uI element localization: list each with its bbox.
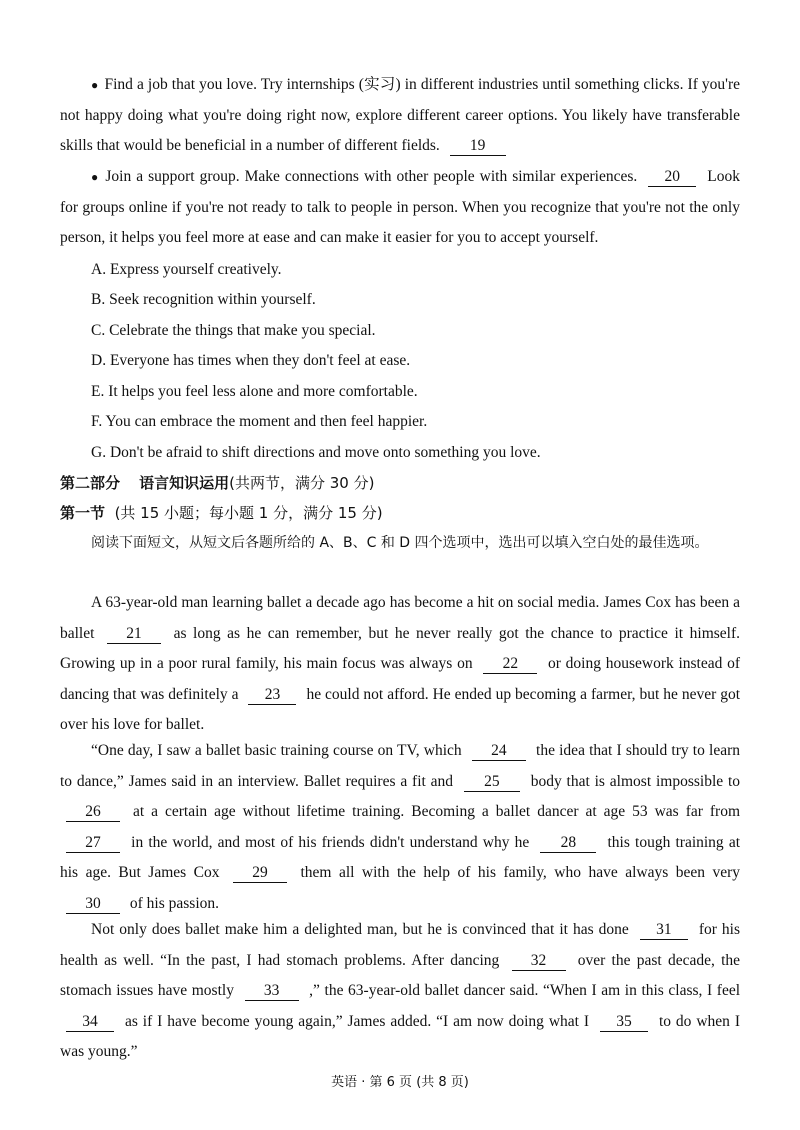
- passage-paragraph-2: [60, 736, 740, 919]
- bullet-2-text-pre: Join a support group. Make connections with other people with similar experiences.: [105, 168, 638, 185]
- blank-27[interactable]: 27: [66, 834, 120, 853]
- part-info: (共两节，满分 30 分): [229, 474, 375, 492]
- blank-32[interactable]: 32: [512, 952, 566, 971]
- part-name: 语言知识运用: [139, 474, 230, 492]
- passage-text: as long as he can remember, but he never really got the chance to practice it himself. Growing up in a poor rural family, his main focus was always on: [60, 624, 741, 672]
- blank-19[interactable]: 19: [450, 137, 506, 156]
- option-d: D. Everyone has times when they don't feel at ease.: [91, 352, 411, 369]
- subsection-title: 第一节: [60, 504, 106, 522]
- part-title: 第二部分: [60, 474, 121, 492]
- passage-text: to do when I was young.”: [60, 1012, 741, 1060]
- blank-29[interactable]: 29: [233, 864, 287, 883]
- passage-text: Not only does ballet make him a delighted man, but he is convinced that it has done: [91, 921, 629, 938]
- subsection-info: (共 15 小题；每小题 1 分，满分 15 分): [114, 504, 383, 522]
- subsection-heading: [60, 502, 383, 524]
- passage-text: for his health as well. “In the past, I had stomach problems. After dancing: [60, 921, 741, 969]
- blank-21[interactable]: 21: [107, 625, 161, 644]
- page-footer: 英语 · 第 6 页 (共 8 页): [331, 1075, 469, 1090]
- blank-28[interactable]: 28: [540, 834, 596, 853]
- blank-22[interactable]: 22: [483, 655, 537, 674]
- blank-33[interactable]: 33: [245, 982, 299, 1001]
- option-b: B. Seek recognition within yourself.: [91, 291, 316, 308]
- passage-text: in the world, and most of his friends didn't understand why he: [131, 833, 530, 851]
- bullet-paragraph-2: [60, 162, 740, 254]
- blank-30[interactable]: 30: [66, 895, 120, 914]
- passage-paragraph-3: [60, 915, 740, 1068]
- option-g: G. Don't be afraid to shift directions and move onto something you love.: [91, 444, 541, 461]
- blank-26[interactable]: 26: [66, 803, 120, 822]
- passage-text: this tough training at his age. But James Cox: [60, 833, 741, 881]
- option-e: E. It helps you feel less alone and more comfortable.: [91, 383, 418, 400]
- passage-text: the idea that I should try to learn to dance,” James said in an interview. Ballet requires a fit and: [60, 742, 741, 790]
- passage-text: over the past decade, the stomach issues have mostly: [60, 951, 741, 999]
- bullet-1-text: Find a job that you love. Try internships (实习) in different industries until something clicks. If you're not happy doing what you're doing right now, explore different career options. You likely have transferable skills that would be beneficial in a number of different fields.: [60, 76, 741, 154]
- blank-25[interactable]: 25: [464, 773, 520, 792]
- bullet-2-text-post: Look for groups online if you're not ready to talk to people in person. When you recognize that you're not the only person, it helps you feel more at ease and can make it easier for you to accept yourself.: [60, 168, 740, 246]
- passage-text: at a certain age without lifetime training. Becoming a ballet dancer at age 53 was far from: [132, 803, 741, 820]
- option-f: F. You can embrace the moment and then feel happier.: [91, 413, 428, 430]
- option-c: C. Celebrate the things that make you special.: [91, 322, 376, 339]
- blank-35[interactable]: 35: [600, 1013, 648, 1032]
- instruction: 阅读下面短文，从短文后各题所给的 A、B、C 和 D 四个选项中，选出可以填入空白处的最佳选项。: [91, 535, 709, 551]
- passage-text: ,” the 63-year-old ballet dancer said. “When I am in this class, I feel: [309, 982, 741, 999]
- passage-text: of his passion.: [129, 894, 219, 912]
- blank-24[interactable]: 24: [472, 742, 526, 761]
- passage-text: A 63-year-old man learning ballet a decade ago has become a hit on social media. James Cox has been a ballet: [60, 594, 740, 642]
- passage-text: he could not afford. He ended up becoming a farmer, but he never got over his love for ballet.: [60, 685, 741, 733]
- bullet-paragraph-1: [60, 70, 740, 162]
- bullet-dot-icon: ●: [91, 78, 99, 92]
- passage-text: them all with the help of his family, who have always been very: [300, 864, 740, 881]
- blank-23[interactable]: 23: [248, 686, 296, 705]
- blank-34[interactable]: 34: [66, 1013, 114, 1032]
- bullet-dot-icon: ●: [91, 170, 100, 184]
- passage-text: body that is almost impossible to: [530, 772, 741, 790]
- passage-text: or doing housework instead of dancing that was definitely a: [60, 655, 741, 703]
- passage-paragraph-1: [60, 588, 740, 741]
- passage-text: “One day, I saw a ballet basic training course on TV, which: [91, 742, 462, 759]
- passage-text: as if I have become young again,” James added. “I am now doing what I: [124, 1012, 590, 1030]
- blank-31[interactable]: 31: [640, 921, 688, 940]
- blank-20[interactable]: 20: [648, 168, 696, 187]
- option-a: A. Express yourself creatively.: [91, 261, 282, 278]
- part-heading: [60, 472, 374, 494]
